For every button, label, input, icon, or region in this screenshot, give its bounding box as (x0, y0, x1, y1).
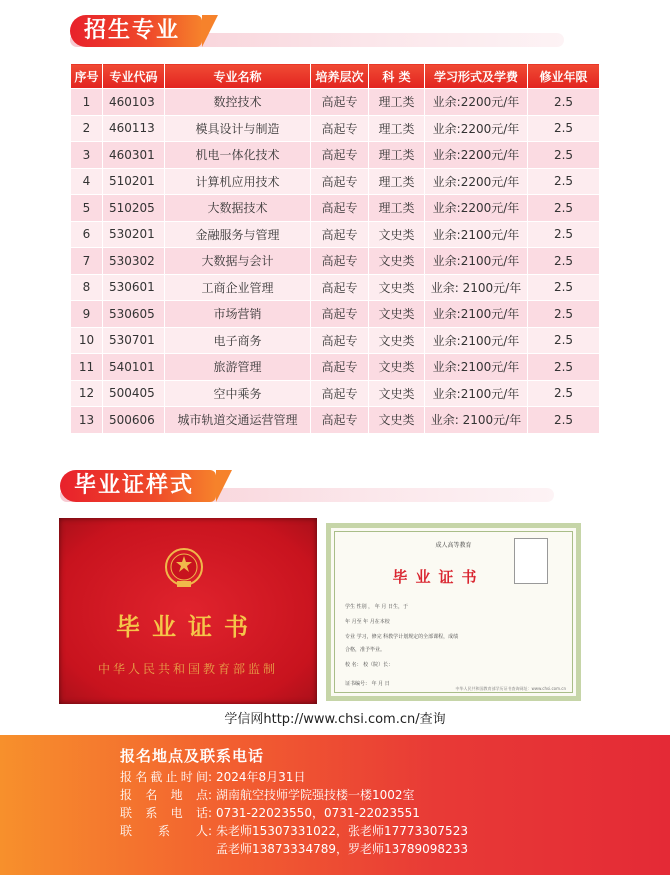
contact-label: 报名截止时间 (120, 770, 208, 784)
table-cell: 2.5 (528, 142, 600, 169)
table-row (71, 195, 600, 222)
majors-table (70, 63, 600, 434)
certificate-line: 合格，准予毕业。 (345, 647, 386, 653)
table-cell: 530302 (103, 248, 165, 275)
table-cell: 城市轨道交通运营管理 (165, 407, 311, 434)
column-header: 专业名称 (165, 64, 311, 89)
table-cell: 2 (71, 115, 103, 142)
column-header: 修业年限 (528, 64, 600, 89)
contact-row-location: 报名地点: 湖南航空技师学院强技楼一楼1002室 (120, 788, 415, 802)
table-cell: 2.5 (528, 327, 600, 354)
table-cell: 业余:2200元/年 (425, 168, 528, 195)
column-header: 科 类 (369, 64, 425, 89)
table-cell: 大数据与会计 (165, 248, 311, 275)
contact-value: 湖南航空技师学院强技楼一楼1002室 (216, 788, 415, 802)
contact-row-deadline: 报名截止时间: 2024年8月31日 (120, 770, 306, 784)
table-cell: 530701 (103, 327, 165, 354)
table-cell: 500606 (103, 407, 165, 434)
table-row (71, 354, 600, 381)
table-cell: 2.5 (528, 354, 600, 381)
column-header: 序号 (71, 64, 103, 89)
table-cell: 8 (71, 274, 103, 301)
table-cell: 业余:2200元/年 (425, 142, 528, 169)
table-cell: 高起专 (311, 115, 369, 142)
table-cell: 500405 (103, 380, 165, 407)
table-cell: 市场营销 (165, 301, 311, 328)
certificate-header: 成人高等教育 (435, 542, 472, 549)
table-cell: 文史类 (369, 221, 425, 248)
table-cell: 机电一体化技术 (165, 142, 311, 169)
table-header-row (71, 64, 600, 89)
table-cell: 业余:2200元/年 (425, 115, 528, 142)
table-cell: 510201 (103, 168, 165, 195)
table-cell: 11 (71, 354, 103, 381)
table-row (71, 327, 600, 354)
cover-subtitle: 中华人民共和国教育部监制 (97, 662, 278, 676)
table-cell: 2.5 (528, 221, 600, 248)
table-row (71, 274, 600, 301)
table-cell: 文史类 (369, 380, 425, 407)
certificate-title: 毕业证书 (392, 568, 485, 586)
contact-value: 0731-22023550，0731-22023551 (216, 806, 420, 820)
certificate-line: 专业 学习，修完 科教学计划规定的全部课程，成绩 (345, 634, 459, 640)
certificate-inner-image (326, 523, 581, 701)
contact-label: 联系人 (120, 824, 208, 838)
table-cell: 10 (71, 327, 103, 354)
certificate-line: 年 月至 年 月在本校 (345, 619, 390, 625)
table-cell: 理工类 (369, 195, 425, 222)
table-cell: 业余:2100元/年 (425, 248, 528, 275)
table-cell: 理工类 (369, 115, 425, 142)
contact-row-person: 联系人: 朱老师15307331022，张老师17773307523 (120, 824, 468, 838)
table-cell: 高起专 (311, 407, 369, 434)
table-row (71, 168, 600, 195)
table-cell: 业余: 2100元/年 (425, 274, 528, 301)
column-header: 培养层次 (311, 64, 369, 89)
section-header-majors (70, 15, 564, 55)
table-cell: 高起专 (311, 248, 369, 275)
section-header-certificate (60, 470, 554, 510)
contact-value: 孟老师13873334789，罗老师13789098233 (216, 842, 468, 856)
certificate-line: 校 名： 校（院）长： (345, 662, 394, 668)
table-cell: 高起专 (311, 354, 369, 381)
table-cell: 文史类 (369, 354, 425, 381)
table-cell: 业余:2200元/年 (425, 195, 528, 222)
table-cell: 文史类 (369, 301, 425, 328)
table-cell: 540101 (103, 354, 165, 381)
table-cell: 2.5 (528, 168, 600, 195)
table-cell: 460103 (103, 89, 165, 116)
table-cell: 理工类 (369, 142, 425, 169)
table-row (71, 301, 600, 328)
table-cell: 文史类 (369, 407, 425, 434)
table-cell: 业余: 2100元/年 (425, 407, 528, 434)
table-cell: 文史类 (369, 327, 425, 354)
table-row (71, 380, 600, 407)
table-cell: 2.5 (528, 407, 600, 434)
cover-title: 毕业证书 (116, 612, 260, 641)
contact-row-person-2 (120, 840, 468, 857)
table-row (71, 248, 600, 275)
table-cell: 1 (71, 89, 103, 116)
table-cell: 510205 (103, 195, 165, 222)
table-cell: 高起专 (311, 221, 369, 248)
table-cell: 2.5 (528, 274, 600, 301)
table-cell: 2.5 (528, 301, 600, 328)
table-cell: 12 (71, 380, 103, 407)
certificate-line: 学生 性别 ， 年 月 日生，于 (345, 604, 408, 610)
section-title-majors: 招生专业 (70, 15, 202, 47)
table-body (71, 89, 600, 434)
table-cell: 业余:2100元/年 (425, 221, 528, 248)
table-cell: 高起专 (311, 142, 369, 169)
table-cell: 460301 (103, 142, 165, 169)
section-title-certificate: 毕业证样式 (60, 470, 216, 502)
table-cell: 金融服务与管理 (165, 221, 311, 248)
table-cell: 高起专 (311, 168, 369, 195)
table-cell: 2.5 (528, 380, 600, 407)
table-row (71, 407, 600, 434)
table-cell: 文史类 (369, 248, 425, 275)
table-cell: 2.5 (528, 195, 600, 222)
table-cell: 计算机应用技术 (165, 168, 311, 195)
table-cell: 业余:2200元/年 (425, 89, 528, 116)
table-cell: 高起专 (311, 195, 369, 222)
column-header: 学习形式及学费 (425, 64, 528, 89)
table-cell: 数控技术 (165, 89, 311, 116)
table-cell: 2.5 (528, 248, 600, 275)
certificate-line: 证书编号： 年 月 日 (345, 681, 390, 687)
table-cell: 6 (71, 221, 103, 248)
table-cell: 理工类 (369, 89, 425, 116)
certificate-footer: 中华人民共和国教育部学历证书查询网址：www.chsi.com.cn (455, 686, 566, 691)
table-cell: 7 (71, 248, 103, 275)
contact-value: 2024年8月31日 (216, 770, 306, 784)
table-cell: 模具设计与制造 (165, 115, 311, 142)
table-cell: 530605 (103, 301, 165, 328)
table-cell: 4 (71, 168, 103, 195)
national-emblem-icon (162, 545, 206, 591)
table-cell: 旅游管理 (165, 354, 311, 381)
table-cell: 高起专 (311, 380, 369, 407)
column-header: 专业代码 (103, 64, 165, 89)
table-cell: 空中乘务 (165, 380, 311, 407)
contact-value: 朱老师15307331022，张老师17773307523 (216, 824, 468, 838)
table-cell: 业余:2100元/年 (425, 301, 528, 328)
table-cell: 530201 (103, 221, 165, 248)
contact-label: 联系电话 (120, 806, 208, 820)
table-cell: 业余:2100元/年 (425, 380, 528, 407)
table-row (71, 115, 600, 142)
table-cell: 530601 (103, 274, 165, 301)
table-cell: 业余:2100元/年 (425, 354, 528, 381)
table-cell: 理工类 (369, 168, 425, 195)
table-cell: 高起专 (311, 327, 369, 354)
table-cell: 3 (71, 142, 103, 169)
table-cell: 文史类 (369, 274, 425, 301)
table-row (71, 142, 600, 169)
table-cell: 2.5 (528, 115, 600, 142)
chsi-lookup-text: 学信网http://www.chsi.com.cn/查询 (224, 712, 446, 727)
table-cell: 高起专 (311, 301, 369, 328)
table-cell: 5 (71, 195, 103, 222)
table-cell: 业余:2100元/年 (425, 327, 528, 354)
table-cell: 460113 (103, 115, 165, 142)
table-cell: 大数据技术 (165, 195, 311, 222)
table-cell: 电子商务 (165, 327, 311, 354)
table-cell: 高起专 (311, 274, 369, 301)
contact-label: 报名地点 (120, 788, 208, 802)
table-cell: 13 (71, 407, 103, 434)
contact-row-phone: 联系电话: 0731-22023550，0731-22023551 (120, 806, 420, 820)
table-cell: 高起专 (311, 89, 369, 116)
table-cell: 9 (71, 301, 103, 328)
table-cell: 2.5 (528, 89, 600, 116)
table-row (71, 221, 600, 248)
table-row (71, 89, 600, 116)
table-cell: 工商企业管理 (165, 274, 311, 301)
contact-title: 报名地点及联系电话 (120, 747, 265, 765)
